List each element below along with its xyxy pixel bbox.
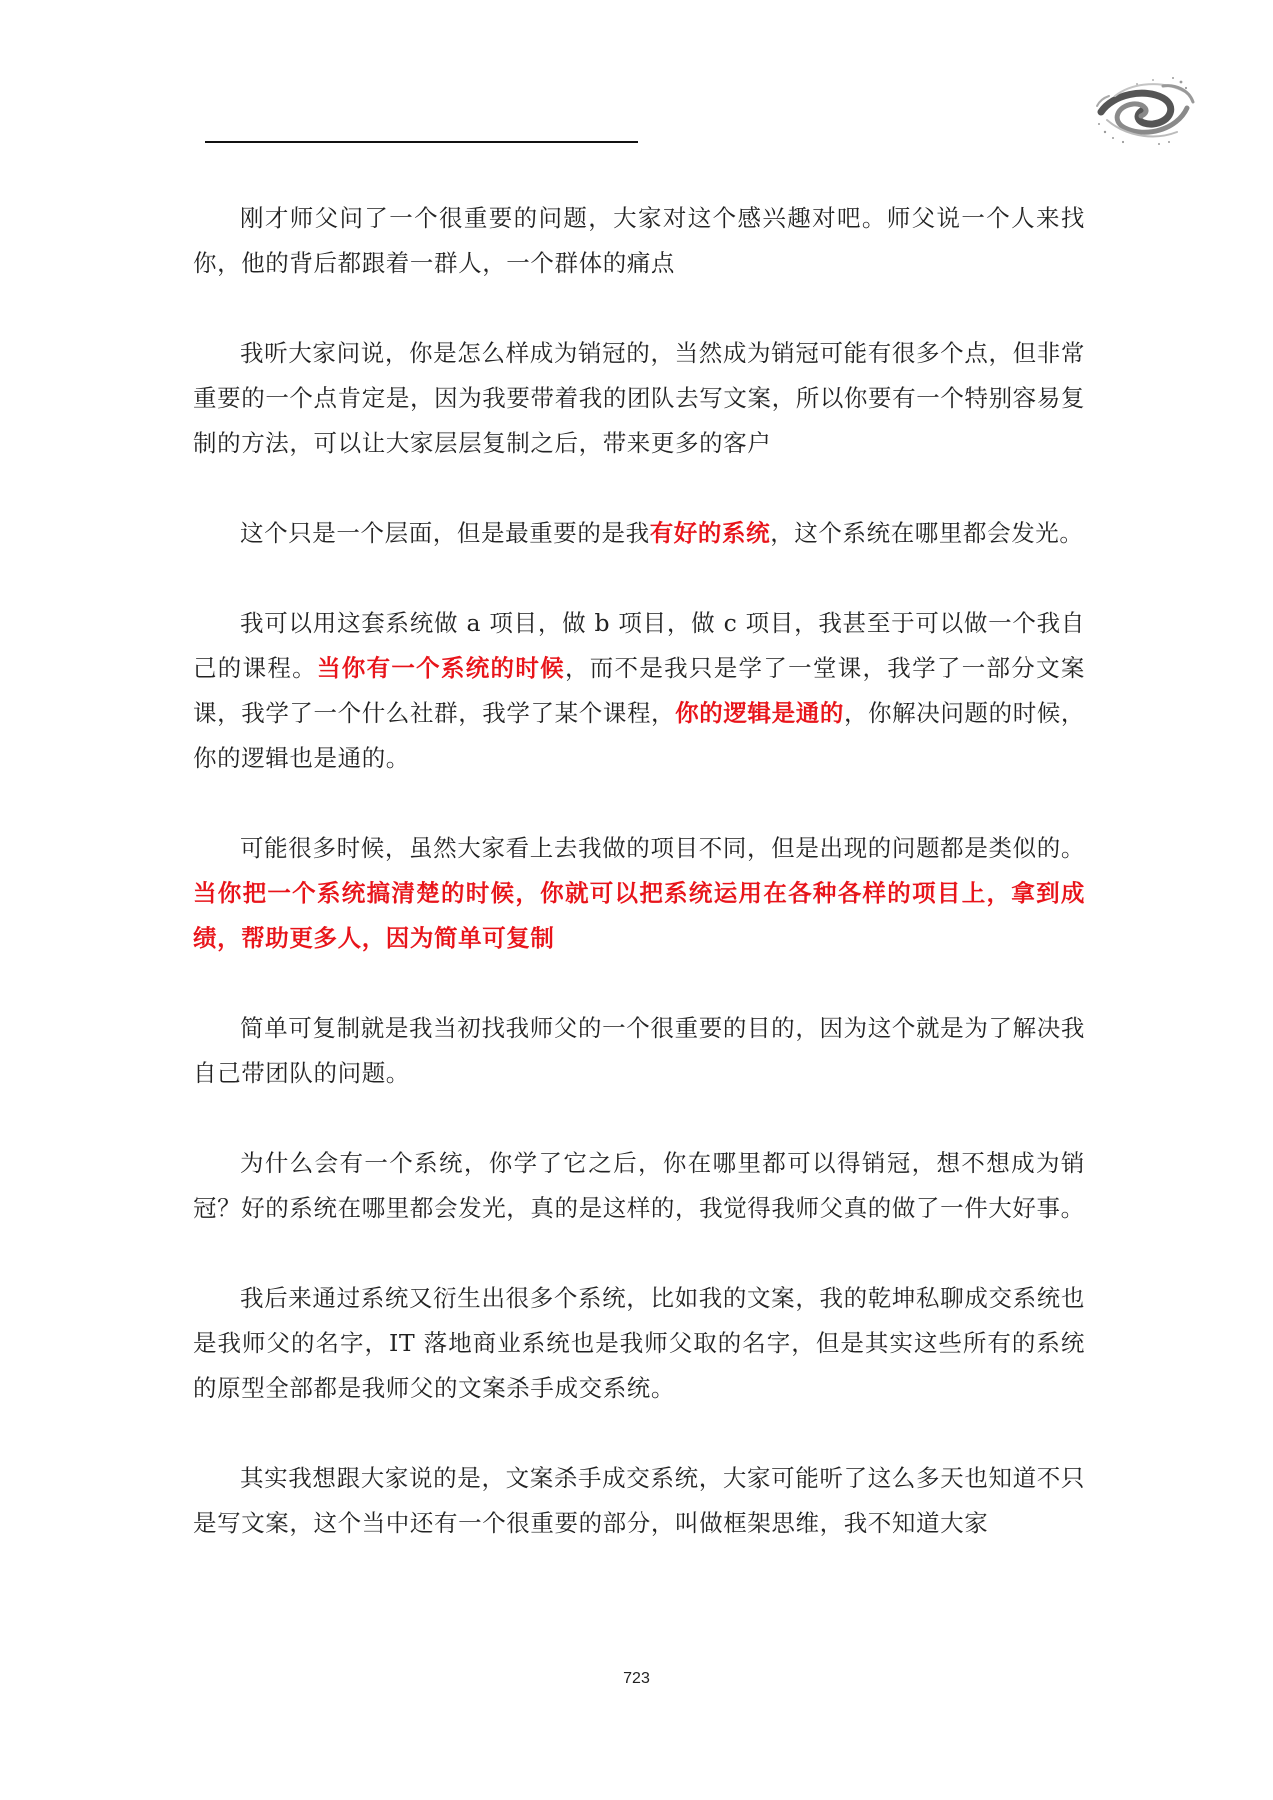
paragraph-text: 刚才师父问了一个很重要的问题，大家对这个感兴趣对吧。师父说一个人来找你，他的背后都跟着一群人，一个群体的痛点 <box>193 204 1085 277</box>
paragraph <box>193 1276 1085 1411</box>
paragraph-text: 可能很多时候，虽然大家看上去我做的项目不同，但是出现的问题都是类似的。 <box>240 834 1085 862</box>
page-number: 723 <box>623 1670 650 1687</box>
paragraph <box>193 826 1085 961</box>
paragraph <box>193 1141 1085 1231</box>
paragraph-text: 我听大家问说，你是怎么样成为销冠的，当然成为销冠可能有很多个点，但非常重要的一个点肯定是，因为我要带着我的团队去写文案，所以你要有一个特别容易复制的方法，可以让大家层层复制之后，带来更多的客户 <box>193 339 1085 457</box>
paragraph <box>193 1006 1085 1096</box>
swirl-logo-icon <box>1093 72 1195 150</box>
paragraph <box>193 196 1085 286</box>
paragraph-text: 我可以用这套系统做 a 项目，做 b 项目，做 c 项目，我甚至于可以做一个我自己的课程。 <box>193 609 1085 682</box>
paragraph-text: 其实我想跟大家说的是，文案杀手成交系统，大家可能听了这么多天也知道不只是写文案，这个当中还有一个很重要的部分，叫做框架思维，我不知道大家 <box>193 1464 1085 1537</box>
paragraph <box>193 601 1085 781</box>
paragraph <box>193 511 1085 556</box>
header-rule <box>205 141 638 143</box>
highlighted-text: 当你把一个系统搞清楚的时候，你就可以把系统运用在各种各样的项目上，拿到成绩，帮助更多人，因为简单可复制 <box>193 879 1085 952</box>
paragraph-text: ，这个系统在哪里都会发光。 <box>770 519 1084 547</box>
paragraph <box>193 331 1085 466</box>
paragraph-text: 这个只是一个层面，但是最重要的是我 <box>240 519 650 547</box>
paragraph-text: 简单可复制就是我当初找我师父的一个很重要的目的，因为这个就是为了解决我自己带团队的问题。 <box>193 1014 1085 1087</box>
document-body <box>193 196 1085 1591</box>
highlighted-text: 有好的系统 <box>649 519 771 547</box>
paragraph-text: ，而不是我只是学了一堂课，我学了一部分文案课，我学了一个什么社群，我学了某个课程， <box>193 654 1085 727</box>
highlighted-text: 当你有一个系统的时候 <box>316 654 565 682</box>
paragraph-text: 我后来通过系统又衍生出很多个系统，比如我的文案，我的乾坤私聊成交系统也是我师父的名字，IT 落地商业系统也是我师父取的名字，但是其实这些所有的系统的原型全部都是我师父的文案杀手成交系统。 <box>193 1284 1085 1402</box>
paragraph-text: ，你解决问题的时候，你的逻辑也是通的。 <box>193 699 1086 772</box>
paragraph-text: 为什么会有一个系统，你学了它之后，你在哪里都可以得销冠，想不想成为销冠？好的系统在哪里都会发光，真的是这样的，我觉得我师父真的做了一件大好事。 <box>193 1149 1085 1222</box>
paragraph <box>193 1456 1085 1546</box>
highlighted-text: 你的逻辑是通的 <box>675 699 844 727</box>
